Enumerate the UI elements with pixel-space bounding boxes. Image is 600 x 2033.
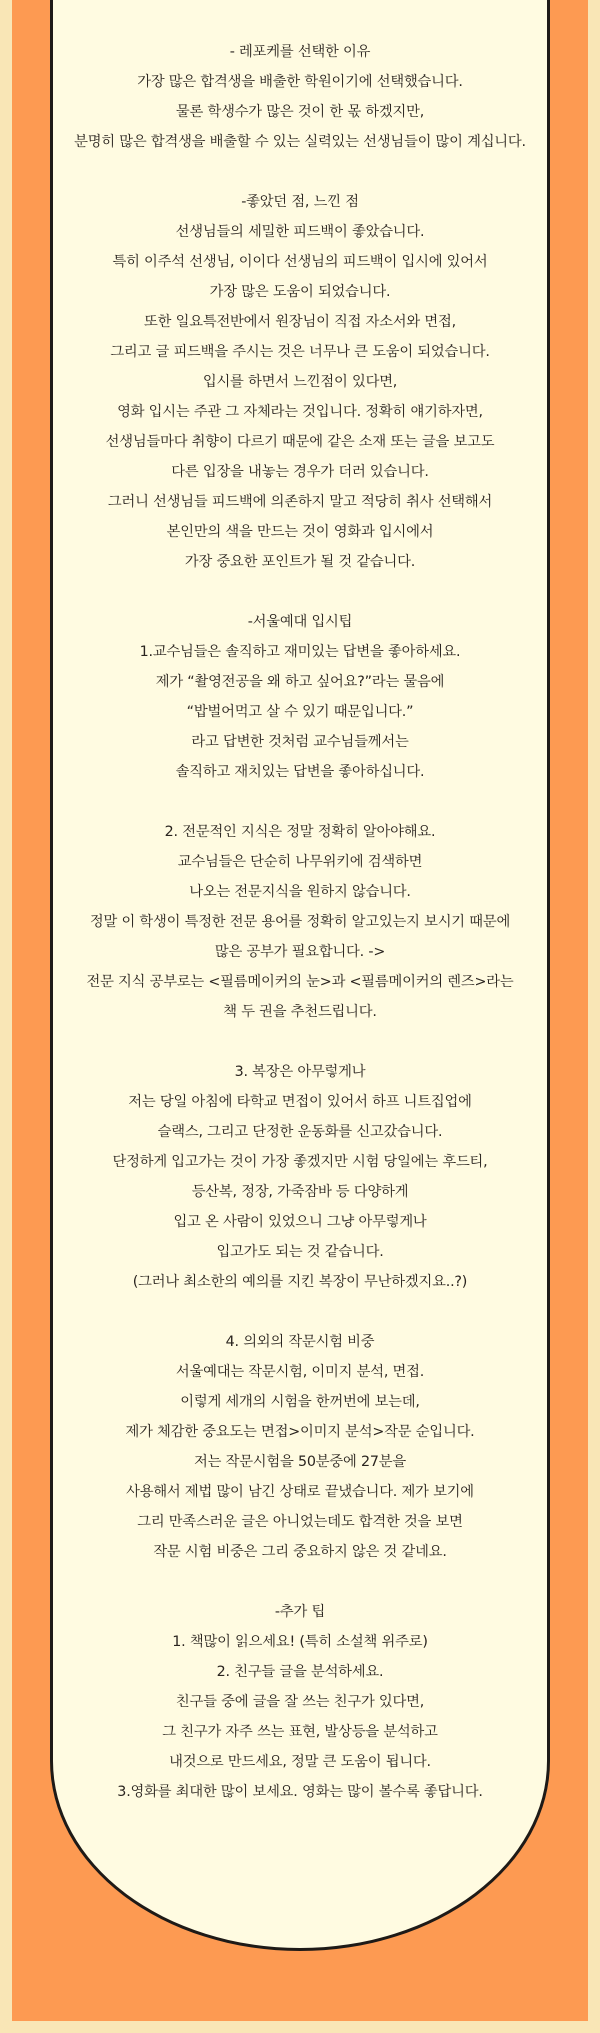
text-line: 입시를 하면서 느낀점이 있다면,: [202, 374, 398, 390]
text-line: 선생님들의 세밀한 피드백이 좋았습니다.: [175, 224, 425, 240]
text-line: 물론 학생수가 많은 것이 한 몫 하겠지만,: [175, 104, 425, 120]
text-line: 그러니 선생님들 피드백에 의존하지 말고 적당히 취사 선택해서: [107, 494, 493, 510]
section-tip-1: [53, 607, 547, 787]
review-panel: [50, 0, 550, 1951]
section-tip-4: [53, 1327, 547, 1567]
text-line: 많은 공부가 필요합니다. ->: [214, 944, 386, 960]
text-line: “밥벌어먹고 살 수 있기 때문입니다.”: [186, 704, 414, 720]
text-line: 내것으로 만드세요, 정말 큰 도움이 됩니다.: [169, 1754, 431, 1770]
text-line: 또한 일요특전반에서 원장님이 직접 자소서와 면접,: [144, 314, 456, 330]
section-reason: [53, 37, 547, 157]
text-line: 입고가도 되는 것 같습니다.: [216, 1244, 384, 1260]
text-line: 전문 지식 공부로는 <필름메이커의 눈>과 <필름메이커의 렌즈>라는: [86, 974, 514, 990]
text-line: 특히 이주석 선생님, 이이다 선생님의 피드백이 입시에 있어서: [112, 254, 488, 270]
text-line: 영화 입시는 주관 그 자체라는 것입니다. 정확히 얘기하자면,: [117, 404, 483, 420]
text-line: 솔직하고 재치있는 답변을 좋아하십니다.: [175, 764, 425, 780]
text-line: 그리 만족스러운 글은 아니었는데도 합격한 것을 보면: [137, 1514, 463, 1530]
text-line: 저는 작문시험을 50분중에 27분을: [194, 1454, 406, 1470]
text-line: 친구들 중에 글을 잘 쓰는 친구가 있다면,: [175, 1694, 425, 1710]
text-line: 제가 체감한 중요도는 면접>이미지 분석>작문 순입니다.: [125, 1424, 475, 1440]
text-line: 제가 “촬영전공을 왜 하고 싶어요?”라는 물음에: [155, 674, 445, 690]
text-line: 본인만의 색을 만드는 것이 영화과 입시에서: [166, 524, 434, 540]
section-heading: -좋았던 점, 느낀 점: [241, 194, 359, 210]
text-line: 작문 시험 비중은 그리 중요하지 않은 것 같네요.: [153, 1544, 447, 1560]
text-line: 3.영화를 최대한 많이 보세요. 영화는 많이 볼수록 좋답니다.: [117, 1784, 483, 1800]
section-tip-3: [53, 1057, 547, 1297]
text-line: 가장 중요한 포인트가 될 것 같습니다.: [184, 554, 416, 570]
text-line: 1.교수님들은 솔직하고 재미있는 답변을 좋아하세요.: [139, 644, 461, 660]
text-line: 저는 당일 아침에 타학교 면접이 있어서 하프 니트집업에: [128, 1094, 472, 1110]
section-heading: -서울예대 입시팁: [247, 614, 353, 630]
text-line: 나오는 전문지식을 원하지 않습니다.: [189, 884, 411, 900]
section-heading: - 레포케를 선택한 이유: [229, 44, 371, 60]
text-line: 분명히 많은 합격생을 배출할 수 있는 실력있는 선생님들이 많이 계십니다.: [74, 134, 526, 150]
section-good-points: [53, 187, 547, 577]
review-content: [53, 37, 547, 1837]
text-line: 그리고 글 피드백을 주시는 것은 너무나 큰 도움이 되었습니다.: [110, 344, 490, 360]
text-line: 사용해서 제법 많이 남긴 상태로 끝냈습니다. 제가 보기에: [126, 1484, 474, 1500]
section-heading: 3. 복장은 아무렇게나: [234, 1064, 366, 1080]
text-line: 이렇게 세개의 시험을 한꺼번에 보는데,: [180, 1394, 420, 1410]
text-line: 정말 이 학생이 특정한 전문 용어를 정확히 알고있는지 보시기 때문에: [89, 914, 511, 930]
text-line: 선생님들마다 취향이 다르기 때문에 같은 소재 또는 글을 보고도: [105, 434, 495, 450]
text-line: 다른 입장을 내놓는 경우가 더러 있습니다.: [171, 464, 429, 480]
text-line: 책 두 권을 추천드립니다.: [223, 1004, 377, 1020]
text-line: (그러나 최소한의 예의를 지킨 복장이 무난하겠지요..?): [132, 1274, 468, 1290]
text-line: 그 친구가 자주 쓰는 표현, 발상등을 분석하고: [162, 1724, 438, 1740]
text-line: 단정하게 입고가는 것이 가장 좋겠지만 시험 당일에는 후드티,: [112, 1154, 488, 1170]
text-line: 등산복, 정장, 가죽잠바 등 다양하게: [191, 1184, 409, 1200]
text-line: 교수님들은 단순히 나무위키에 검색하면: [177, 854, 423, 870]
text-line: 입고 온 사람이 있었으니 그냥 아무렇게나: [173, 1214, 427, 1230]
text-line: 가장 많은 도움이 되었습니다.: [209, 284, 391, 300]
text-line: 서울예대는 작문시험, 이미지 분석, 면접.: [175, 1364, 425, 1380]
text-line: 가장 많은 합격생을 배출한 학원이기에 선택했습니다.: [137, 74, 463, 90]
text-line: 1. 책많이 읽으세요! (특히 소설책 위주로): [172, 1634, 428, 1650]
text-line: 라고 답변한 것처럼 교수님들께서는: [191, 734, 409, 750]
section-extra-tips: [53, 1597, 547, 1807]
section-heading: 2. 전문적인 지식은 정말 정확히 알아야해요.: [164, 824, 436, 840]
text-line: 2. 친구들 글을 분석하세요.: [216, 1664, 384, 1680]
section-tip-2: [53, 817, 547, 1027]
section-heading: -추가 팁: [274, 1604, 326, 1620]
text-line: 슬랙스, 그리고 단정한 운동화를 신고갔습니다.: [157, 1124, 443, 1140]
section-heading: 4. 의외의 작문시험 비중: [225, 1334, 375, 1350]
